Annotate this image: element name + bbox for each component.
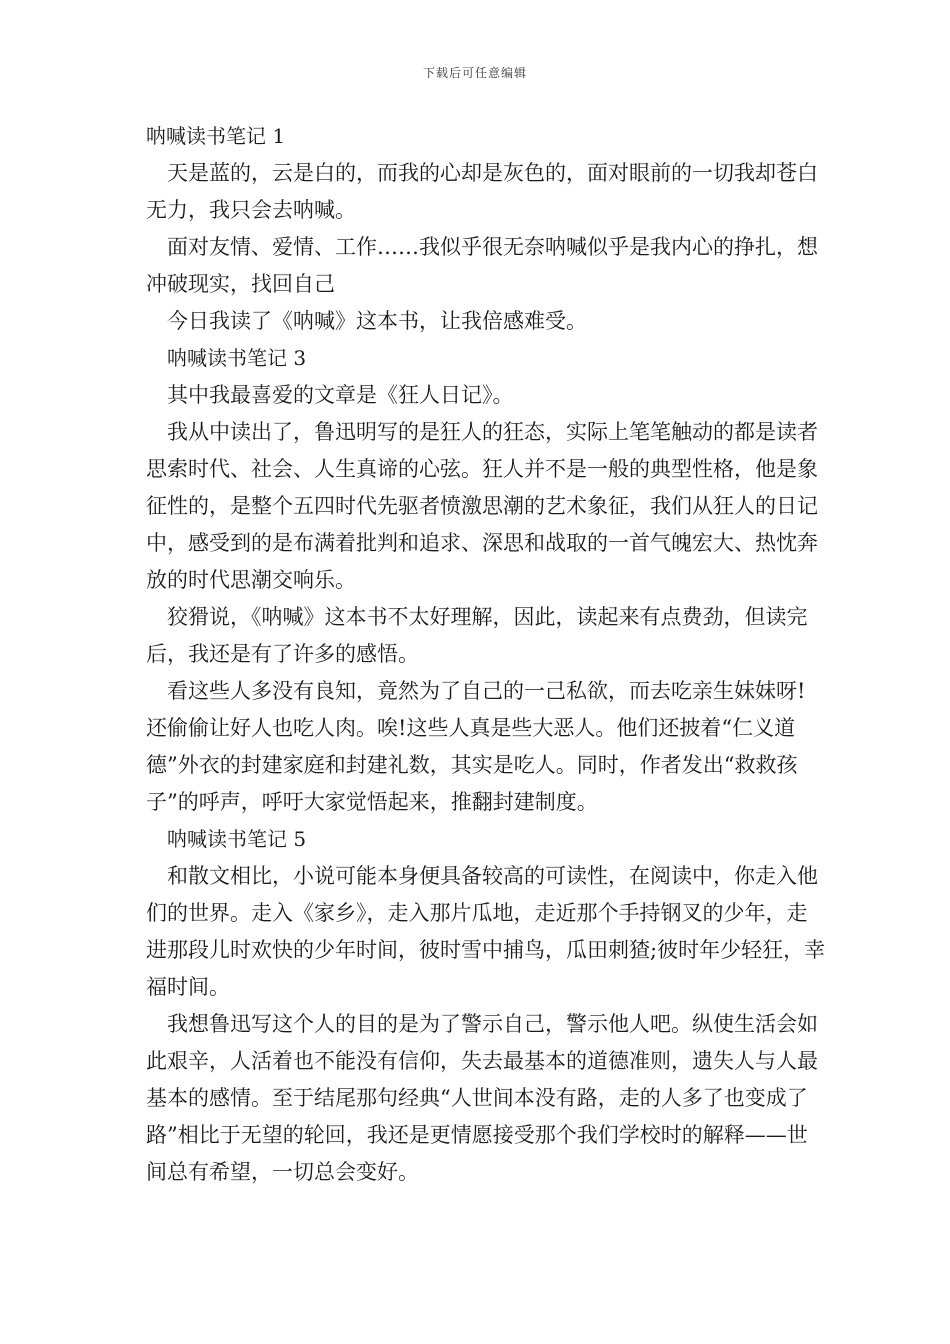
section3-paragraph-1: 其中我最喜爱的文章是《狂人日记》。: [167, 383, 514, 407]
section3-paragraph-3: 狡猾说，《呐喊》这本书不太好理解，因此，读起来有点费劲，但读完后，我还是有了许多的感悟。: [146, 605, 808, 666]
document-title: 呐喊读书笔记 1: [146, 124, 286, 148]
section5-paragraph-2: 我想鲁迅写这个人的目的是为了警示自己，警示他人吧。纵使生活会如此艰辛，人活着也不能没有信仰，失去最基本的道德准则，遗失人与人最基本的感情。至于结尾那句经典“人世间本没有路，走的人多了也变成了路”相比于无望的轮回，我还是更情愿接受那个我们学校时的解释——世间总有希望，一切总会变好。: [146, 1012, 818, 1184]
paragraph-1: 天是蓝的，云是白的，而我的心却是灰色的，面对眼前的一切我却苍白无力，我只会去呐喊。: [146, 161, 818, 222]
section3-paragraph-4: 看这些人多没有良知，竟然为了自己的一己私欲，而去吃亲生妹妹呀!还偷偷让好人也吃人肉。唉!这些人真是些大恶人。他们还披着“仁义道德”外衣的封建家庭和封建礼数，其实是吃人。同时，作者发出“救救孩子”的呼声，呼吁大家觉悟起来，推翻封建制度。: [146, 679, 806, 814]
section5-paragraph-1: 和散文相比，小说可能本身便具备较高的可读性，在阅读中，你走入他们的世界。走入《家乡》，走入那片瓜地，走近那个手持钢叉的少年，走进那段儿时欢快的少年时间，彼时雪中捕鸟，瓜田刺猹;彼时年少轻狂，幸福时间。: [146, 864, 826, 999]
page-header: 下载后可任意编辑: [422, 66, 527, 80]
paragraph-3: 今日我读了《呐喊》这本书，让我倍感难受。: [167, 309, 587, 333]
document-body: [146, 118, 826, 1191]
section-title-3: 呐喊读书笔记 3: [167, 346, 307, 370]
paragraph-2: 面对友情、爱情、工作……我似乎很无奈呐喊似乎是我内心的挣扎，想冲破现实，找回自己: [146, 235, 818, 296]
section3-paragraph-2: 我从中读出了，鲁迅明写的是狂人的狂态，实际上笔笔触动的都是读者思索时代、社会、人生真谛的心弦。狂人并不是一般的典型性格，他是象征性的，是整个五四时代先驱者愤激思潮的艺术象征，我们从狂人的日记中，感受到的是布满着批判和追求、深思和战取的一首气魄宏大、热忱奔放的时代思潮交响乐。: [146, 420, 818, 592]
section-title-5: 呐喊读书笔记 5: [167, 827, 307, 851]
